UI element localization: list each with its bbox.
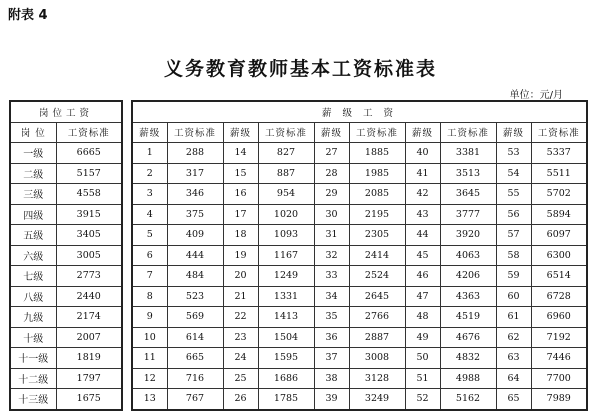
grade-number-cell: 50 [405,348,440,369]
table-row [10,327,122,348]
grade-number-cell: 18 [223,225,258,246]
grade-standard-cell: 5511 [531,163,587,184]
grade-number-cell: 22 [223,307,258,328]
position-standard-cell: 3005 [56,245,122,266]
grade-standard-cell: 716 [167,368,223,389]
grade-standard-cell: 7192 [531,327,587,348]
position-standard-cell: 2440 [56,286,122,307]
grade-standard-cell: 484 [167,266,223,287]
grade-group-header: 薪 级 工 资 [132,101,587,122]
grade-standard-cell: 3513 [440,163,496,184]
grade-number-cell: 55 [496,184,531,205]
grade-number-cell: 65 [496,389,531,410]
table-row [10,307,122,328]
grade-standard-cell: 887 [258,163,314,184]
grade-number-cell: 6 [132,245,167,266]
table-row [132,204,587,225]
table-row [10,348,122,369]
table-row [132,266,587,287]
grade-number-cell: 48 [405,307,440,328]
table-row [132,163,587,184]
grade-standard-cell: 5337 [531,143,587,164]
table-row [10,204,122,225]
position-standard-cell: 1675 [56,389,122,410]
position-standard-col-header: 工资标准 [56,122,122,143]
grade-standard-cell: 4988 [440,368,496,389]
grade-number-cell: 14 [223,143,258,164]
grade-standard-cell: 2085 [349,184,405,205]
grade-standard-col-header: 工资标准 [167,122,223,143]
table-row [10,266,122,287]
position-salary-table [9,100,123,411]
grade-number-cell: 39 [314,389,349,410]
grade-number-cell: 15 [223,163,258,184]
grade-number-cell: 2 [132,163,167,184]
grade-standard-cell: 4063 [440,245,496,266]
grade-standard-cell: 2524 [349,266,405,287]
table-row [132,225,587,246]
grade-number-cell: 3 [132,184,167,205]
grade-standard-cell: 5894 [531,204,587,225]
grade-standard-cell: 954 [258,184,314,205]
position-level-cell: 五级 [10,225,56,246]
grade-standard-cell: 5702 [531,184,587,205]
grade-standard-cell: 1020 [258,204,314,225]
table-row [132,348,587,369]
grade-salary-table [131,100,588,411]
grade-standard-cell: 2766 [349,307,405,328]
grade-standard-cell: 4206 [440,266,496,287]
grade-number-cell: 19 [223,245,258,266]
grade-standard-cell: 1504 [258,327,314,348]
grade-col-header: 薪级 [405,122,440,143]
table-row [10,368,122,389]
grade-number-cell: 59 [496,266,531,287]
grade-standard-cell: 2414 [349,245,405,266]
grade-number-cell: 42 [405,184,440,205]
grade-number-cell: 7 [132,266,167,287]
grade-number-cell: 52 [405,389,440,410]
grade-standard-cell: 827 [258,143,314,164]
grade-standard-cell: 1785 [258,389,314,410]
grade-number-cell: 12 [132,368,167,389]
table-row [10,163,122,184]
grade-standard-cell: 346 [167,184,223,205]
grade-number-cell: 17 [223,204,258,225]
grade-standard-cell: 665 [167,348,223,369]
position-standard-cell: 2007 [56,327,122,348]
position-standard-cell: 3915 [56,204,122,225]
grade-standard-cell: 4676 [440,327,496,348]
position-level-cell: 十三级 [10,389,56,410]
grade-standard-cell: 444 [167,245,223,266]
table-row [10,184,122,205]
grade-col-header: 薪级 [132,122,167,143]
grade-standard-cell: 614 [167,327,223,348]
grade-number-cell: 8 [132,286,167,307]
grade-number-cell: 31 [314,225,349,246]
position-standard-cell: 6665 [56,143,122,164]
grade-number-cell: 46 [405,266,440,287]
grade-number-cell: 37 [314,348,349,369]
position-level-cell: 九级 [10,307,56,328]
grade-standard-col-header: 工资标准 [258,122,314,143]
grade-number-cell: 25 [223,368,258,389]
grade-standard-cell: 1686 [258,368,314,389]
position-level-cell: 四级 [10,204,56,225]
grade-standard-cell: 6097 [531,225,587,246]
table-row [10,286,122,307]
table-row [10,389,122,410]
grade-standard-cell: 375 [167,204,223,225]
grade-number-cell: 1 [132,143,167,164]
position-level-cell: 二级 [10,163,56,184]
grade-number-cell: 26 [223,389,258,410]
grade-standard-cell: 767 [167,389,223,410]
grade-number-cell: 60 [496,286,531,307]
grade-standard-cell: 2887 [349,327,405,348]
grade-number-cell: 23 [223,327,258,348]
grade-standard-col-header: 工资标准 [531,122,587,143]
grade-standard-cell: 6960 [531,307,587,328]
grade-number-cell: 44 [405,225,440,246]
grade-standard-cell: 409 [167,225,223,246]
position-level-cell: 十二级 [10,368,56,389]
grade-number-cell: 33 [314,266,349,287]
grade-standard-cell: 6514 [531,266,587,287]
grade-number-cell: 43 [405,204,440,225]
grade-number-cell: 21 [223,286,258,307]
grade-number-cell: 63 [496,348,531,369]
grade-standard-cell: 2645 [349,286,405,307]
grade-number-cell: 16 [223,184,258,205]
grade-number-cell: 13 [132,389,167,410]
grade-standard-cell: 1167 [258,245,314,266]
grade-standard-cell: 6728 [531,286,587,307]
position-standard-cell: 1819 [56,348,122,369]
grade-standard-cell: 5162 [440,389,496,410]
grade-number-cell: 41 [405,163,440,184]
grade-number-cell: 57 [496,225,531,246]
grade-standard-cell: 1985 [349,163,405,184]
grade-standard-cell: 3920 [440,225,496,246]
grade-standard-cell: 3777 [440,204,496,225]
grade-number-cell: 51 [405,368,440,389]
grade-standard-cell: 1413 [258,307,314,328]
grade-number-cell: 10 [132,327,167,348]
position-standard-cell: 5157 [56,163,122,184]
position-col-header: 岗 位 [10,122,56,143]
position-level-cell: 三级 [10,184,56,205]
grade-col-header: 薪级 [223,122,258,143]
position-level-cell: 十一级 [10,348,56,369]
grade-number-cell: 56 [496,204,531,225]
grade-col-header: 薪级 [496,122,531,143]
grade-standard-cell: 3381 [440,143,496,164]
unit-label: 单位：元/月 [509,90,563,101]
grade-standard-cell: 7700 [531,368,587,389]
grade-col-header: 薪级 [314,122,349,143]
table-row [132,368,587,389]
table-row [132,184,587,205]
grade-standard-cell: 4519 [440,307,496,328]
grade-standard-cell: 317 [167,163,223,184]
grade-number-cell: 47 [405,286,440,307]
grade-standard-cell: 569 [167,307,223,328]
grade-standard-cell: 2195 [349,204,405,225]
position-level-cell: 一级 [10,143,56,164]
table-row [132,286,587,307]
table-row [132,245,587,266]
page-title: 义务教育教师基本工资标准表 [163,58,437,80]
grade-standard-cell: 523 [167,286,223,307]
position-standard-cell: 3405 [56,225,122,246]
position-group-header: 岗位工资 [10,101,122,122]
grade-standard-cell: 1249 [258,266,314,287]
grade-standard-cell: 1885 [349,143,405,164]
grade-standard-cell: 7989 [531,389,587,410]
table-row [132,307,587,328]
grade-standard-cell: 3249 [349,389,405,410]
table-row [10,225,122,246]
grade-number-cell: 49 [405,327,440,348]
grade-number-cell: 54 [496,163,531,184]
grade-standard-cell: 1595 [258,348,314,369]
position-level-cell: 七级 [10,266,56,287]
position-standard-cell: 4558 [56,184,122,205]
grade-number-cell: 53 [496,143,531,164]
position-standard-cell: 1797 [56,368,122,389]
grade-standard-cell: 1093 [258,225,314,246]
grade-number-cell: 32 [314,245,349,266]
grade-number-cell: 38 [314,368,349,389]
grade-number-cell: 40 [405,143,440,164]
grade-standard-col-header: 工资标准 [349,122,405,143]
appendix-label: 附表 4 [8,8,48,23]
grade-standard-cell: 7446 [531,348,587,369]
grade-number-cell: 27 [314,143,349,164]
grade-number-cell: 61 [496,307,531,328]
grade-standard-cell: 1331 [258,286,314,307]
grade-number-cell: 29 [314,184,349,205]
grade-standard-cell: 288 [167,143,223,164]
grade-number-cell: 58 [496,245,531,266]
grade-number-cell: 36 [314,327,349,348]
grade-number-cell: 64 [496,368,531,389]
grade-number-cell: 20 [223,266,258,287]
grade-number-cell: 45 [405,245,440,266]
grade-standard-cell: 6300 [531,245,587,266]
grade-standard-cell: 3128 [349,368,405,389]
grade-number-cell: 62 [496,327,531,348]
grade-standard-cell: 3008 [349,348,405,369]
position-standard-cell: 2174 [56,307,122,328]
grade-number-cell: 30 [314,204,349,225]
grade-number-cell: 5 [132,225,167,246]
position-level-cell: 十级 [10,327,56,348]
grade-standard-col-header: 工资标准 [440,122,496,143]
grade-number-cell: 11 [132,348,167,369]
table-row [10,143,122,164]
grade-number-cell: 24 [223,348,258,369]
grade-number-cell: 28 [314,163,349,184]
table-row [10,245,122,266]
grade-standard-cell: 4363 [440,286,496,307]
grade-number-cell: 35 [314,307,349,328]
position-level-cell: 八级 [10,286,56,307]
grade-standard-cell: 3645 [440,184,496,205]
grade-standard-cell: 4832 [440,348,496,369]
position-level-cell: 六级 [10,245,56,266]
grade-number-cell: 34 [314,286,349,307]
table-row [132,389,587,410]
table-row [132,143,587,164]
table-row [132,327,587,348]
grade-number-cell: 4 [132,204,167,225]
grade-standard-cell: 2305 [349,225,405,246]
position-standard-cell: 2773 [56,266,122,287]
grade-number-cell: 9 [132,307,167,328]
